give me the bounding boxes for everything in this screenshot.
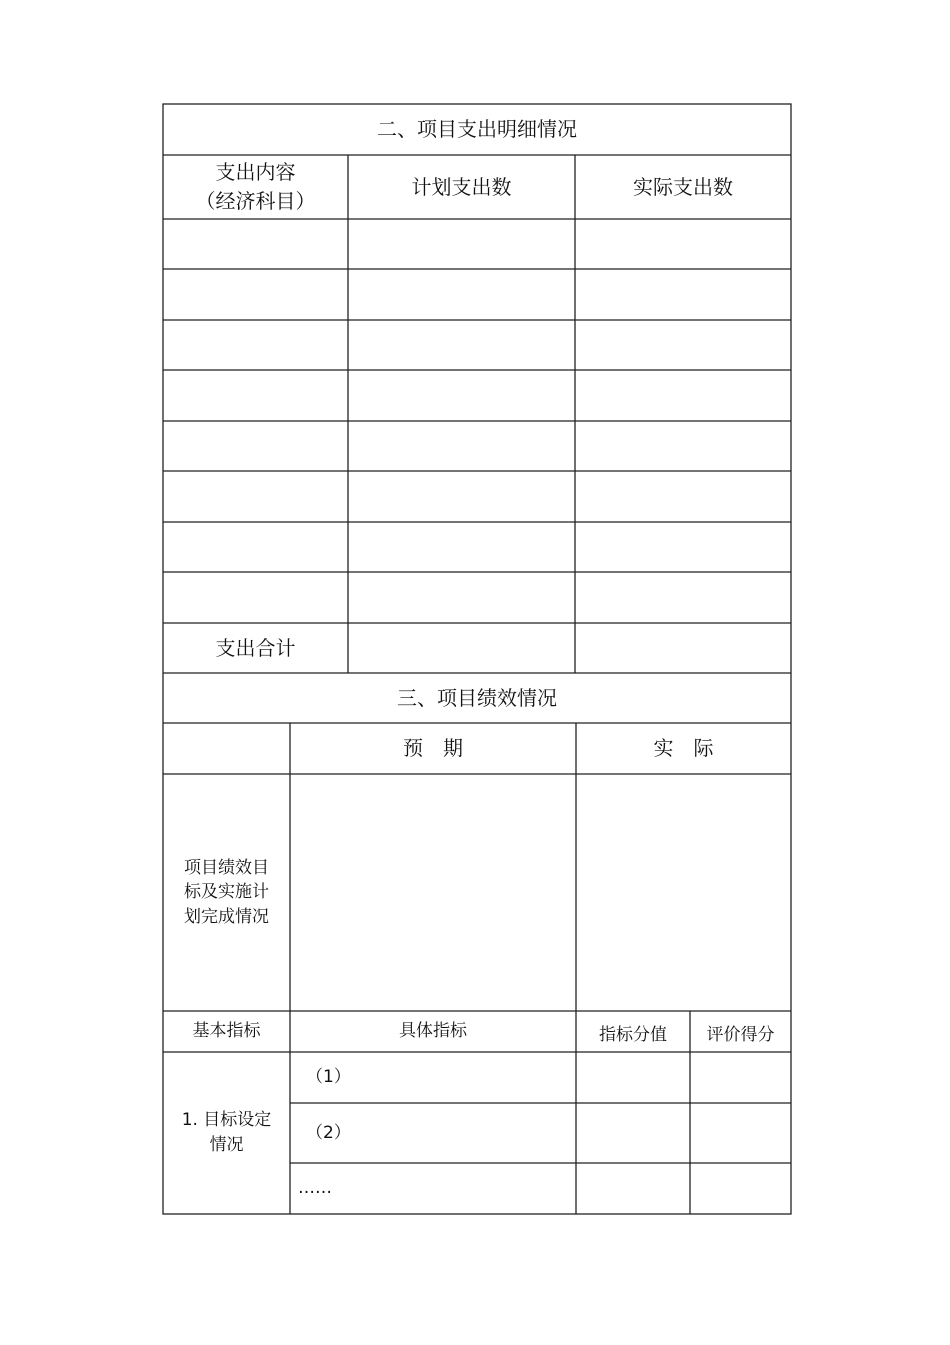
expected-goal-cell[interactable] <box>290 774 576 1011</box>
goal-label-line3: 划完成情况 <box>184 906 269 927</box>
score-value-cell[interactable] <box>576 1163 690 1214</box>
header-expense-content-line1: 支出内容 <box>215 160 296 184</box>
header-basic-indicator: 基本指标 <box>192 1021 261 1042</box>
table-cell[interactable] <box>163 219 348 269</box>
goal-label-line1: 项目绩效目 <box>184 857 269 878</box>
group-goal-setting <box>163 1052 290 1214</box>
score-value-cell[interactable] <box>576 1103 690 1163</box>
planned-total-cell[interactable] <box>348 623 575 673</box>
group-goal-setting-line1: 1. 目标设定 <box>181 1110 272 1131</box>
evaluation-score-cell[interactable] <box>690 1103 791 1163</box>
empty-header-cell <box>163 723 290 774</box>
section2-title: 二、项目支出明细情况 <box>377 117 577 141</box>
header-expected: 预 期 <box>403 736 463 760</box>
specific-indicator-item[interactable]: （1） <box>306 1067 351 1088</box>
header-actual: 实 际 <box>653 736 714 760</box>
evaluation-score-cell[interactable] <box>690 1163 791 1214</box>
section3-title: 三、项目绩效情况 <box>397 685 557 710</box>
header-expense-content <box>163 155 348 219</box>
actual-goal-cell[interactable] <box>576 774 791 1011</box>
specific-indicator-item[interactable]: （2） <box>306 1122 351 1143</box>
header-indicator-score-value: 指标分值 <box>599 1025 667 1046</box>
goal-label-line2: 标及实施计 <box>184 882 269 903</box>
specific-indicator-item[interactable]: …… <box>298 1178 332 1199</box>
goal-label <box>163 774 290 1011</box>
header-evaluation-score: 评价得分 <box>706 1025 775 1046</box>
table-cell[interactable] <box>348 219 575 269</box>
header-planned-expenditure: 计划支出数 <box>411 174 512 199</box>
actual-total-cell[interactable] <box>575 623 791 673</box>
group-goal-setting-line2: 情况 <box>209 1135 244 1155</box>
score-value-cell[interactable] <box>576 1052 690 1103</box>
expense-total-label: 支出合计 <box>215 635 296 660</box>
table-cell[interactable] <box>575 219 791 269</box>
header-specific-indicator: 具体指标 <box>399 1021 467 1042</box>
header-expense-content-line2: （经济科目） <box>195 189 316 213</box>
evaluation-score-cell[interactable] <box>690 1052 791 1103</box>
header-actual-expenditure: 实际支出数 <box>633 174 733 199</box>
